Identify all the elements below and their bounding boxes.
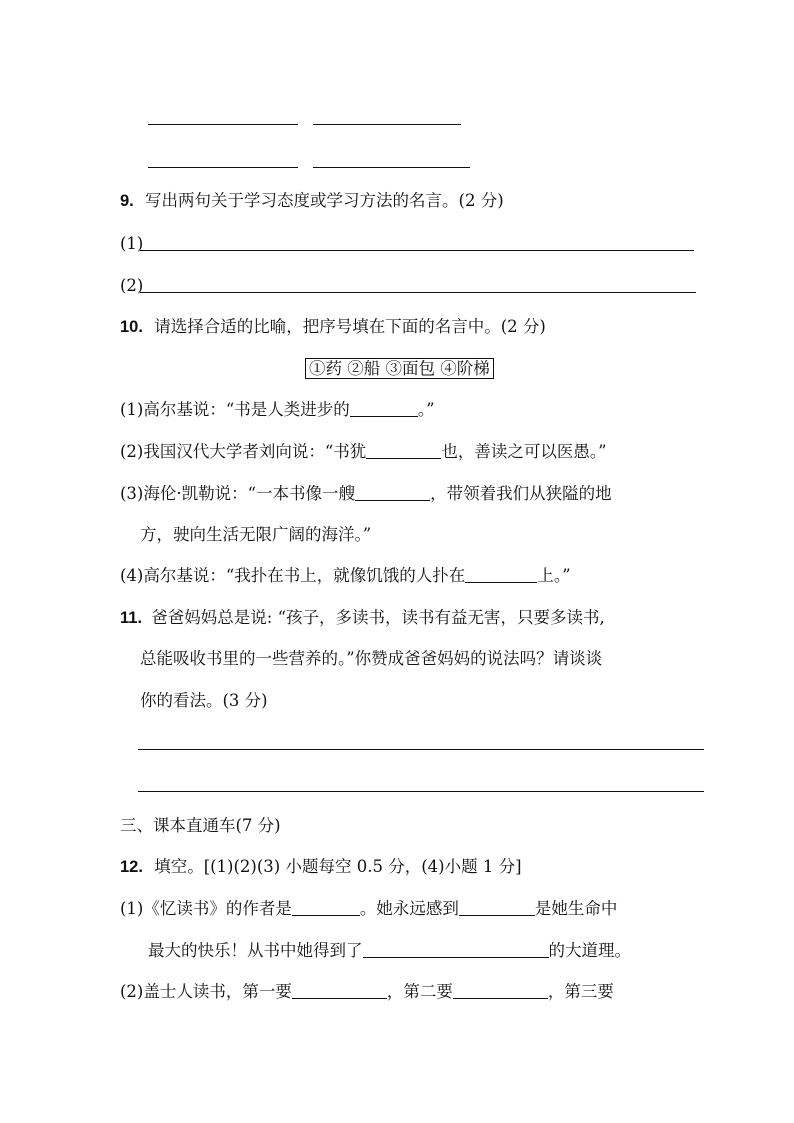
question-text: 请选择合适的比喻，把序号填在下面的名言中。(2 分): [154, 317, 546, 336]
fill-blank[interactable]: [350, 398, 418, 417]
q12-item-2: [120, 980, 614, 1004]
item-text: 最大的快乐！从书中她得到了: [148, 941, 363, 960]
fill-blank[interactable]: [453, 980, 548, 999]
item-text: 《忆读书》的作者是: [143, 899, 292, 918]
section-heading: [120, 814, 281, 838]
q9-item-2: [120, 274, 143, 298]
question-12: [120, 855, 522, 879]
fill-blank[interactable]: [363, 939, 549, 958]
fill-blank[interactable]: [465, 564, 537, 583]
item-text: ，第三要: [547, 982, 614, 1001]
question-text: 爸爸妈妈总是说: “孩子，多读书，读书有益无害，只要多读书,: [151, 608, 605, 627]
question-11-line-2: [140, 647, 602, 671]
question-10: [120, 315, 546, 339]
answer-blank[interactable]: [148, 167, 298, 168]
question-11: [120, 606, 605, 630]
answer-line[interactable]: [140, 292, 696, 293]
question-text: 总能吸收书里的一些营养的。”你赞成爸爸妈妈的说法吗？请谈谈: [140, 649, 603, 668]
question-number: 10.: [120, 318, 143, 336]
item-text: 高尔基说：“书是人类进步的: [143, 400, 350, 419]
fill-blank[interactable]: [355, 482, 430, 501]
section-title: 三、课本直通车(7 分): [120, 816, 281, 835]
item-text: 。她永远感到: [359, 899, 459, 918]
options-text: ①药 ②船 ③面包 ④阶梯: [305, 358, 494, 379]
fill-blank[interactable]: [459, 897, 535, 916]
item-text: 方，驶向生活无限广阔的海洋。”: [140, 525, 372, 544]
q10-item-4: [120, 564, 571, 588]
item-label: (3): [120, 484, 144, 503]
item-label: (1): [120, 899, 144, 918]
question-number: 11.: [120, 609, 143, 627]
item-text: 是她生命中: [534, 899, 618, 918]
item-label: (2): [120, 442, 144, 461]
answer-blank[interactable]: [148, 124, 298, 125]
options-box: [305, 357, 494, 381]
item-label: (2): [120, 276, 144, 295]
question-11-line-3: [140, 689, 268, 713]
fill-blank[interactable]: [292, 897, 360, 916]
item-text: 上。”: [537, 566, 571, 585]
item-label: (1): [120, 234, 144, 253]
answer-blank[interactable]: [313, 124, 461, 125]
fill-blank[interactable]: [292, 980, 387, 999]
answer-line[interactable]: [140, 250, 694, 251]
item-text: 的大道理。: [548, 941, 631, 960]
item-text: 高尔基说：“我扑在书上，就像饥饿的人扑在: [143, 566, 466, 585]
item-text: ，带领着我们从狭隘的地: [430, 484, 612, 503]
q12-item-1-cont: [148, 939, 631, 963]
item-text: 。”: [417, 400, 435, 419]
item-label: (4): [120, 566, 144, 585]
answer-line[interactable]: [138, 791, 704, 792]
item-text: 盖士人读书，第一要: [143, 982, 292, 1001]
q10-item-3-cont: [140, 523, 371, 547]
q10-item-2: [120, 440, 607, 464]
item-label: (2): [120, 982, 144, 1001]
question-text: 写出两句关于学习态度或学习方法的名言。(2 分): [145, 191, 504, 210]
question-number: 9.: [120, 192, 134, 210]
item-text: ，第二要: [386, 982, 453, 1001]
item-text: 海伦·凯勒说：“一本书像一艘: [143, 484, 356, 503]
item-label: (1): [120, 400, 144, 419]
q10-item-3: [120, 482, 612, 506]
q12-item-1: [120, 897, 617, 921]
question-number: 12.: [120, 858, 143, 876]
q10-item-1: [120, 398, 435, 422]
question-text: 填空。[(1)(2)(3) 小题每空 0.5 分，(4)小题 1 分]: [154, 857, 522, 876]
answer-blank[interactable]: [313, 167, 470, 168]
q9-item-1: [120, 232, 143, 256]
item-text: 也，善读之可以医愚。”: [441, 442, 607, 461]
fill-blank[interactable]: [366, 440, 441, 459]
item-text: 我国汉代大学者刘向说：“书犹: [143, 442, 367, 461]
question-9: [120, 189, 504, 213]
question-text: 你的看法。(3 分): [140, 691, 268, 710]
answer-line[interactable]: [138, 749, 704, 750]
